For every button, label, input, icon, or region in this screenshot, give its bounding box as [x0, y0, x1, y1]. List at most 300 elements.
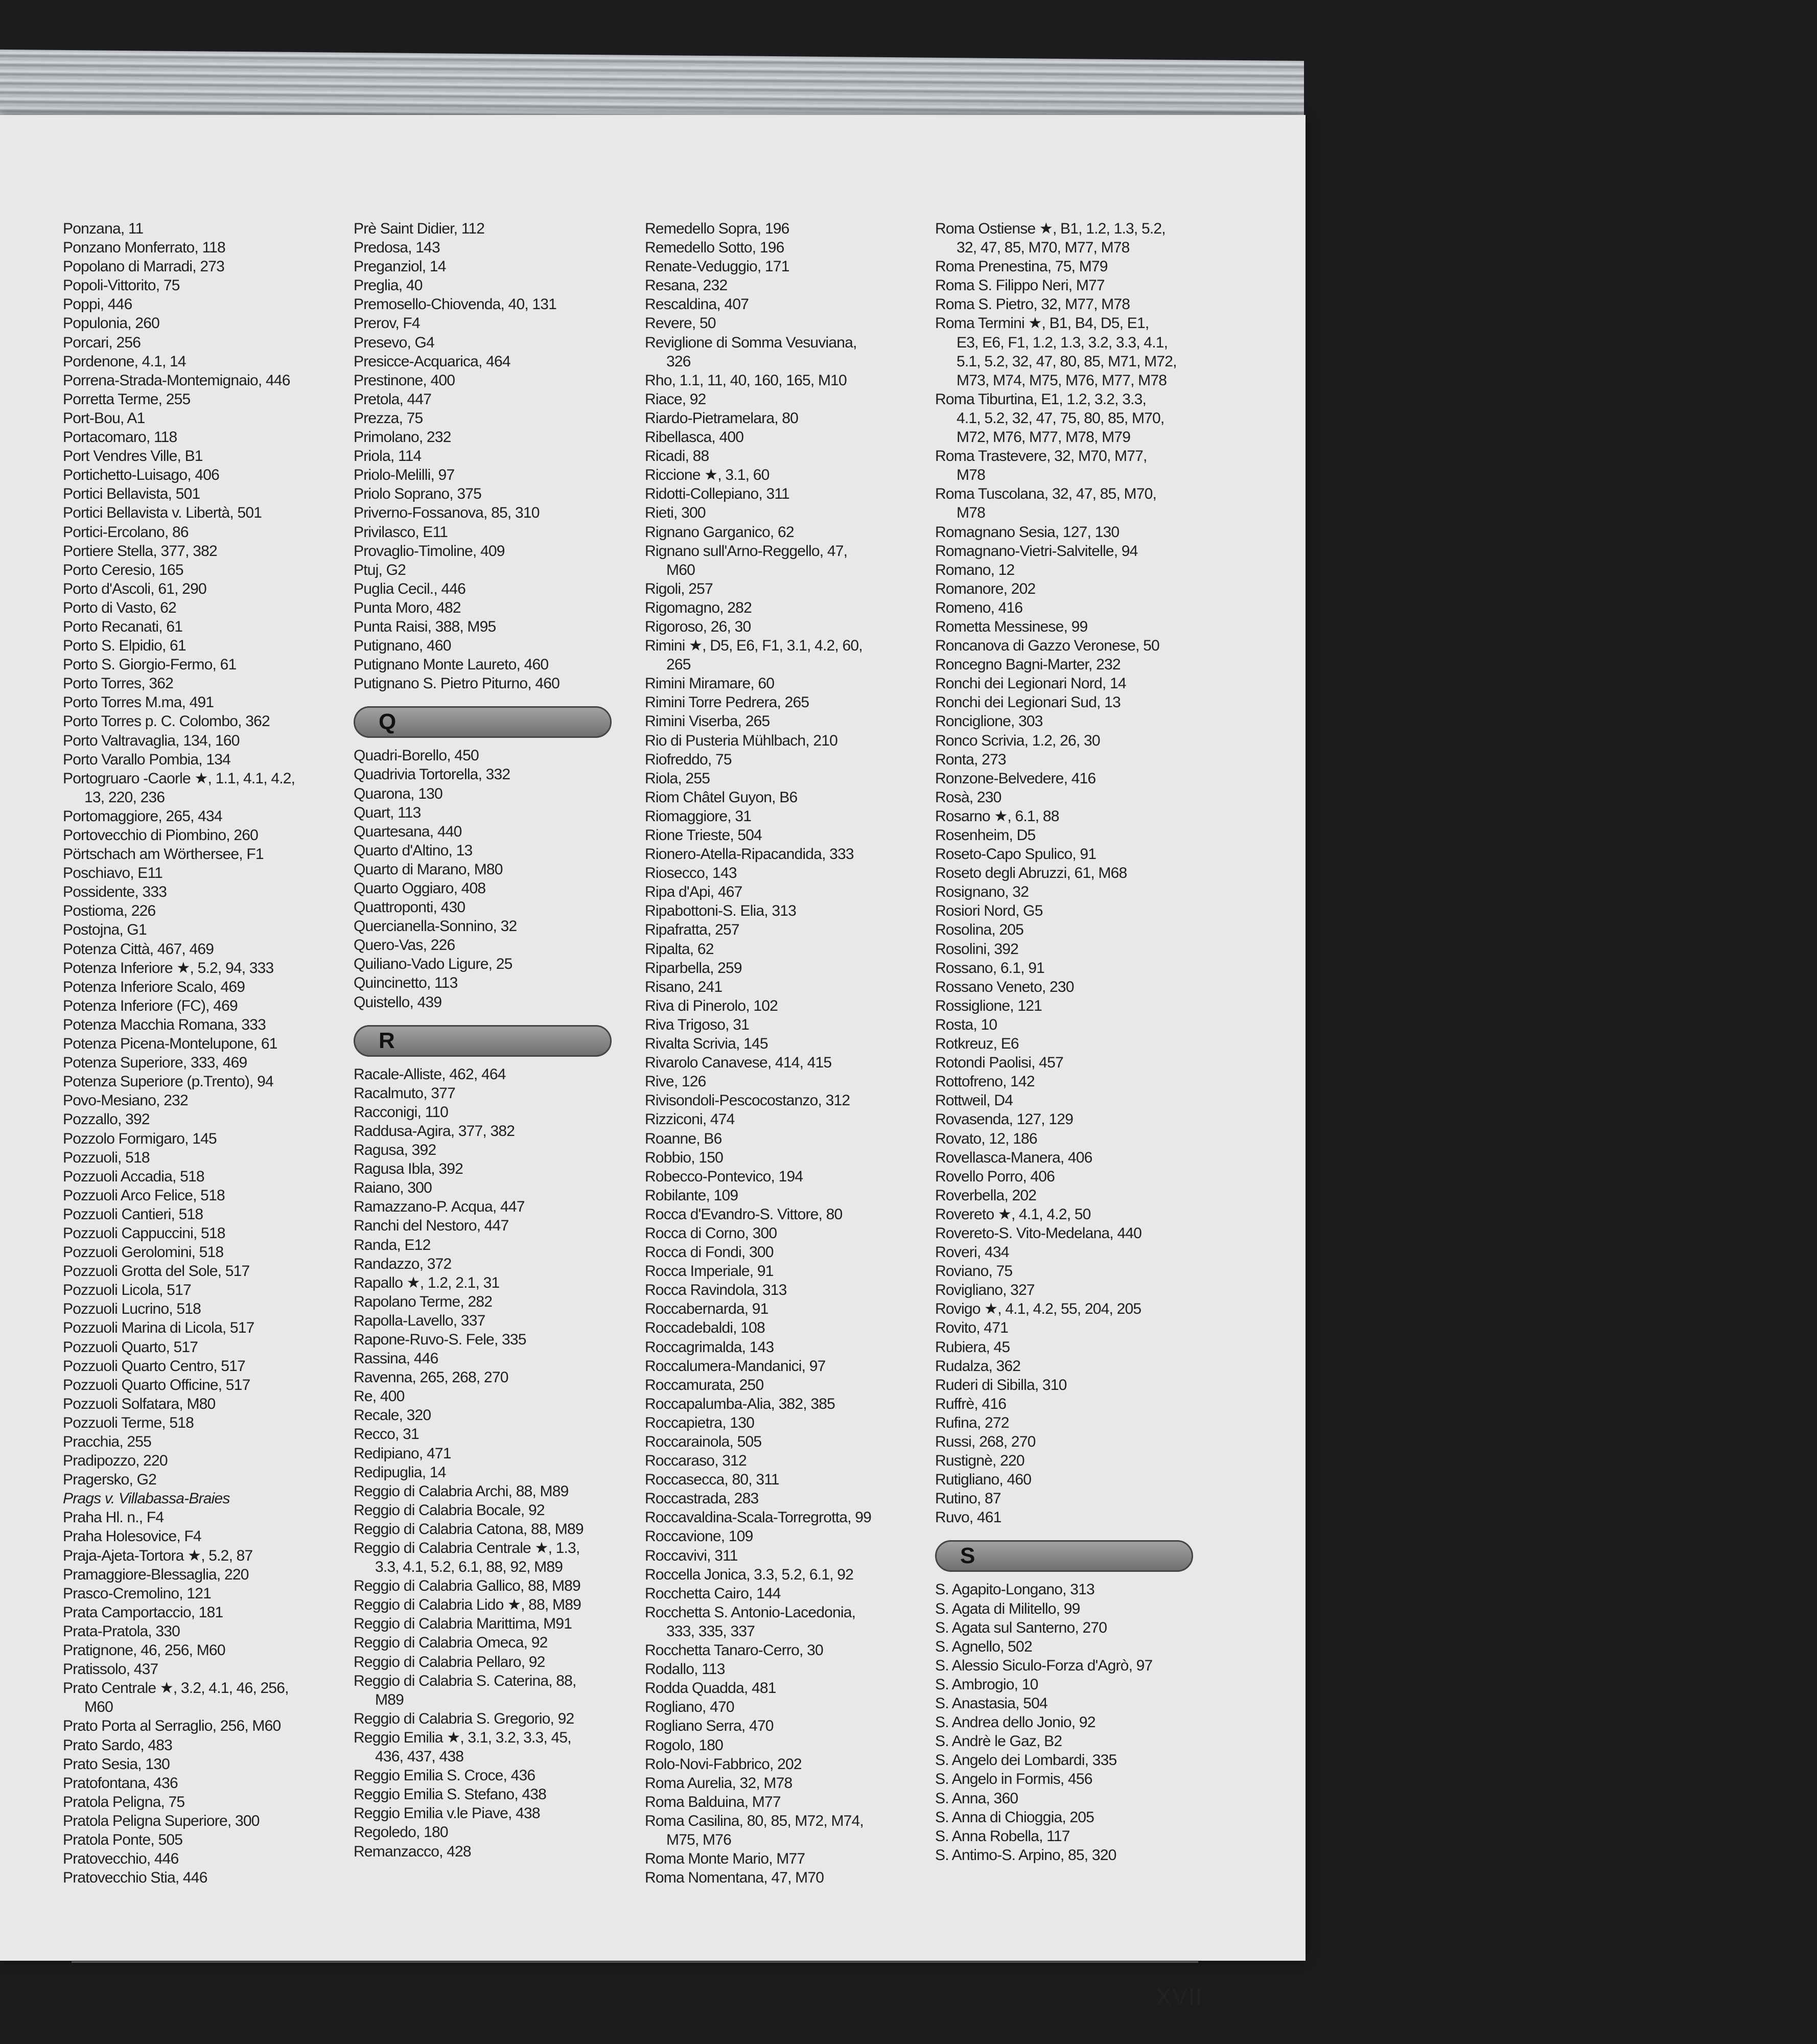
index-entry: Rio di Pusteria Mühlbach, 210 [645, 732, 838, 749]
index-entry: Portovecchio di Piombino, 260 [63, 827, 259, 844]
index-entry: Ponzano Monferrato, 118 [63, 239, 225, 257]
index-column-4 [935, 219, 1221, 1865]
index-entry-continuation: M78 [957, 504, 985, 522]
section-letter: S [960, 1543, 975, 1569]
index-entry: Porto di Vasto, 62 [63, 599, 176, 616]
index-entry: Rivisondoli-Pescocostanzo, 312 [645, 1092, 850, 1109]
index-entry: Porto S. Elpidio, 61 [63, 637, 186, 655]
index-entry: Reggio di Calabria Centrale ★, 1.3, [354, 1540, 580, 1557]
index-entry: Rottofreno, 142 [935, 1073, 1035, 1090]
index-page [0, 115, 1306, 2010]
index-entry: Port-Bou, A1 [63, 409, 145, 427]
index-entry: Rometta Messinese, 99 [935, 618, 1088, 635]
index-entry: Rive, 126 [645, 1073, 706, 1090]
index-entry: Prato Sesia, 130 [63, 1755, 170, 1773]
index-entry: Putignano, 460 [354, 637, 451, 655]
index-entry: Reggio di Calabria Lido ★, 88, M89 [354, 1596, 581, 1614]
index-entry: Risano, 241 [645, 978, 723, 995]
index-entry: Rocchetta S. Antonio-Lacedonia, [645, 1604, 856, 1621]
index-entry: Roncanova di Gazzo Veronese, 50 [935, 637, 1159, 655]
index-entry: Priolo-Melilli, 97 [354, 467, 455, 484]
index-entry: Robecco-Pontevico, 194 [645, 1168, 803, 1185]
index-entry-continuation: 265 [666, 656, 691, 673]
index-entry: Pratofontana, 436 [63, 1774, 178, 1792]
index-entry: Rescaldina, 407 [645, 296, 749, 313]
index-entry: Ruvo, 461 [935, 1509, 1001, 1526]
index-entry: Punta Raisi, 388, M95 [354, 618, 496, 635]
index-entry: Rocchetta Tanaro-Cerro, 30 [645, 1642, 823, 1659]
index-entry: Portomaggiore, 265, 434 [63, 807, 222, 825]
index-entry: Rovito, 471 [935, 1319, 1008, 1337]
index-entry: Putignano S. Pietro Piturno, 460 [354, 675, 560, 692]
index-entry: Pozzuoli Solfatara, M80 [63, 1395, 216, 1412]
index-entry: Rustignè, 220 [935, 1452, 1024, 1470]
index-entry: Remanzacco, 428 [354, 1843, 471, 1860]
index-entry: Rovasenda, 127, 129 [935, 1111, 1074, 1128]
index-entry: Roma Nomentana, 47, M70 [645, 1869, 824, 1887]
index-entry: Rignano sull'Arno-Reggello, 47, [645, 542, 848, 560]
index-entry: Roanne, B6 [645, 1130, 722, 1147]
index-entry: Quartesana, 440 [354, 823, 462, 840]
index-entry: Quadrivia Tortorella, 332 [354, 766, 510, 783]
index-entry: Porto Torres p. C. Colombo, 362 [63, 713, 270, 730]
index-entry: Rovato, 12, 186 [935, 1130, 1037, 1147]
index-entry: Populonia, 260 [63, 315, 159, 332]
index-entry: Popoli-Vittorito, 75 [63, 277, 180, 294]
index-entry: Portici Bellavista, 501 [63, 485, 200, 503]
index-entry: Roma S. Pietro, 32, M77, M78 [935, 296, 1130, 313]
index-entry: Romagnano Sesia, 127, 130 [935, 523, 1120, 541]
index-entry: S. Anna di Chioggia, 205 [935, 1808, 1094, 1826]
index-entry: Porrena-Strada-Montemignaio, 446 [63, 371, 290, 389]
index-entry: Rogliano, 470 [645, 1699, 734, 1716]
index-entry: Roccavione, 109 [645, 1528, 753, 1545]
index-entry: Porto Torres, 362 [63, 675, 173, 692]
index-entry: Roccavivi, 311 [645, 1547, 738, 1564]
index-entry: Pratissolo, 437 [63, 1661, 158, 1678]
index-entry: S. Anna, 360 [935, 1790, 1018, 1807]
index-entry: Porto d'Ascoli, 61, 290 [63, 580, 206, 597]
index-entry-continuation: 4.1, 5.2, 32, 47, 75, 80, 85, M70, [957, 409, 1164, 427]
index-entry: S. Agata sul Santerno, 270 [935, 1619, 1107, 1636]
index-entry: Pozzuoli Arco Felice, 518 [63, 1187, 225, 1204]
index-entry: Rosiori Nord, G5 [935, 902, 1043, 920]
index-cross-reference: Prags v. Villabassa-Braies [63, 1490, 230, 1507]
index-entry: Riparbella, 259 [645, 959, 742, 977]
section-letter: R [379, 1028, 394, 1053]
index-entry: Postioma, 226 [63, 902, 156, 920]
index-entry: Potenza Superiore, 333, 469 [63, 1054, 247, 1072]
index-entry: Reggio Emilia S. Croce, 436 [354, 1767, 535, 1784]
index-entry: Primolano, 232 [354, 429, 451, 446]
index-entry: Possidente, 333 [63, 884, 167, 901]
index-entry: Roccavaldina-Scala-Torregrotta, 99 [645, 1509, 872, 1526]
index-entry: Rapolano Terme, 282 [354, 1293, 493, 1310]
index-entry: Quarto d'Altino, 13 [354, 842, 473, 859]
index-entry: Rocca d'Evandro-S. Vittore, 80 [645, 1205, 843, 1223]
index-entry: Prata Camportaccio, 181 [63, 1604, 223, 1621]
index-entry: Riva Trigoso, 31 [645, 1016, 749, 1033]
index-entry: Ravenna, 265, 268, 270 [354, 1369, 508, 1386]
index-entry: Portacomaro, 118 [63, 429, 177, 446]
page-number: XVII [1156, 1983, 1202, 2010]
index-entry: Pozzuoli Quarto Officine, 517 [63, 1376, 250, 1393]
index-entry: Recale, 320 [354, 1407, 431, 1424]
index-entry: Rudalza, 362 [935, 1357, 1021, 1375]
index-entry-continuation: M89 [375, 1691, 404, 1708]
index-entry: Pozzuoli Gerolomini, 518 [63, 1244, 224, 1261]
index-column-3 [645, 219, 931, 1887]
index-entry: Rizziconi, 474 [645, 1111, 735, 1128]
index-entry: Pozzuoli, 518 [63, 1149, 150, 1166]
index-entry: Poschiavo, E11 [63, 865, 163, 882]
index-entry: Roccalumera-Mandanici, 97 [645, 1357, 826, 1375]
index-entry: S. Andrè le Gaz, B2 [935, 1733, 1062, 1750]
index-entry: Pozzuoli Quarto Centro, 517 [63, 1357, 245, 1375]
index-entry: Reggio di Calabria Marittima, M91 [354, 1615, 572, 1633]
index-entry: Roma Balduina, M77 [645, 1793, 781, 1810]
index-entry: Ricadi, 88 [645, 448, 709, 465]
index-entry: Pozzuoli Accadia, 518 [63, 1168, 204, 1185]
index-entry-continuation: E3, E6, F1, 1.2, 1.3, 3.2, 3.3, 4.1, [957, 334, 1168, 351]
bottom-rule [72, 1961, 1198, 1963]
index-entry: Prato Sardo, 483 [63, 1736, 173, 1754]
index-entry: S. Anna Robella, 117 [935, 1827, 1070, 1845]
index-entry: S. Antimo-S. Arpino, 85, 320 [935, 1846, 1116, 1864]
index-entry: Rovigliano, 327 [935, 1282, 1035, 1299]
index-entry: Prestinone, 400 [354, 371, 455, 389]
index-entry: Pratovecchio, 446 [63, 1850, 179, 1868]
index-entry: Rosignano, 32 [935, 884, 1029, 901]
index-entry: Portogruaro -Caorle ★, 1.1, 4.1, 4.2, [63, 770, 295, 787]
index-entry: Ramazzano-P. Acqua, 447 [354, 1198, 525, 1216]
index-entry: Ruderi di Sibilla, 310 [935, 1376, 1067, 1393]
index-entry: Ponzana, 11 [63, 220, 144, 237]
index-entry: Redipuglia, 14 [354, 1464, 446, 1481]
index-entry: Reggio di Calabria S. Gregorio, 92 [354, 1710, 574, 1727]
index-entry: Ronchi dei Legionari Sud, 13 [935, 694, 1121, 711]
index-entry-continuation: M73, M74, M75, M76, M77, M78 [957, 371, 1167, 389]
section-letter: Q [379, 709, 396, 735]
index-entry-continuation: 5.1, 5.2, 32, 47, 80, 85, M71, M72, [957, 353, 1177, 370]
index-entry: S. Agnello, 502 [935, 1638, 1032, 1655]
index-entry: Roccastrada, 283 [645, 1490, 759, 1507]
index-entry: Ripa d'Api, 467 [645, 884, 742, 901]
index-entry: Reggio Emilia S. Stefano, 438 [354, 1786, 547, 1803]
index-entry: Punta Moro, 482 [354, 599, 461, 616]
index-entry: Quadri-Borello, 450 [354, 747, 479, 764]
index-entry-continuation: M78 [957, 467, 985, 484]
index-entry: Pratignone, 46, 256, M60 [63, 1642, 225, 1659]
index-entry: Reggio Emilia v.le Piave, 438 [354, 1805, 540, 1822]
index-entry: Robilante, 109 [645, 1187, 738, 1204]
index-entry: Rotkreuz, E6 [935, 1035, 1019, 1053]
index-entry: Ronzone-Belvedere, 416 [935, 770, 1096, 787]
index-entry: Romano, 12 [935, 561, 1015, 578]
index-entry: Riosecco, 143 [645, 865, 737, 882]
index-entry: Pozzuoli Marina di Licola, 517 [63, 1319, 254, 1337]
index-entry: Rocca di Corno, 300 [645, 1224, 777, 1242]
index-entry: Prezza, 75 [354, 409, 423, 427]
index-entry: Predosa, 143 [354, 239, 440, 257]
index-entry: Puglia Cecil., 446 [354, 580, 466, 597]
index-entry: Roma Monte Mario, M77 [645, 1850, 805, 1868]
index-entry: Reggio di Calabria Omeca, 92 [354, 1634, 548, 1652]
index-entry: Riom Châtel Guyon, B6 [645, 788, 798, 806]
index-entry: Roma Ostiense ★, B1, 1.2, 1.3, 5.2, [935, 220, 1166, 237]
index-entry: Roseto degli Abruzzi, 61, M68 [935, 865, 1127, 882]
index-entry-continuation: 333, 335, 337 [666, 1622, 755, 1640]
index-entry: Quarto di Marano, M80 [354, 861, 503, 878]
index-entry: Pragersko, G2 [63, 1471, 157, 1489]
index-entry: Quercianella-Sonnino, 32 [354, 918, 517, 935]
index-entry-continuation: M72, M76, M77, M78, M79 [957, 429, 1131, 446]
index-entry: Poppi, 446 [63, 296, 132, 313]
index-entry: Rogolo, 180 [645, 1736, 723, 1754]
index-entry: Rosarno ★, 6.1, 88 [935, 807, 1059, 825]
index-entry: Racconigi, 110 [354, 1103, 449, 1121]
index-entry: Prerov, F4 [354, 315, 420, 332]
index-entry: Pretola, 447 [354, 390, 432, 408]
index-entry: Rogliano Serra, 470 [645, 1717, 774, 1735]
index-entry: Roccadebaldi, 108 [645, 1319, 765, 1337]
index-entry: Ripafratta, 257 [645, 921, 739, 939]
index-entry: Rigoli, 257 [645, 580, 713, 597]
index-entry: Redipiano, 471 [354, 1445, 451, 1462]
index-entry: Roma Trastevere, 32, M70, M77, [935, 448, 1147, 465]
index-entry: Quarto Oggiaro, 408 [354, 880, 486, 897]
index-entry: Remedello Sotto, 196 [645, 239, 784, 257]
index-entry: Rosta, 10 [935, 1016, 997, 1033]
index-entry: Potenza Picena-Montelupone, 61 [63, 1035, 277, 1053]
index-entry: Rimini Torre Pedrera, 265 [645, 694, 809, 711]
index-entry: Potenza Superiore (p.Trento), 94 [63, 1073, 273, 1090]
index-entry: Ranchi del Nestoro, 447 [354, 1217, 509, 1235]
index-entry: Roccapalumba-Alia, 382, 385 [645, 1395, 835, 1412]
index-entry-continuation: M60 [666, 561, 695, 578]
index-entry: Quattroponti, 430 [354, 899, 465, 916]
index-entry: Presicce-Acquarica, 464 [354, 353, 510, 370]
index-entry: Potenza Inferiore (FC), 469 [63, 997, 238, 1014]
index-entry: Priola, 114 [354, 448, 422, 465]
index-entry: Rolo-Novi-Fabbrico, 202 [645, 1755, 802, 1773]
index-entry: Roccabernarda, 91 [645, 1300, 768, 1318]
index-column-1 [63, 219, 349, 1887]
index-entry: Pradipozzo, 220 [63, 1452, 168, 1470]
index-entry: Porcari, 256 [63, 334, 141, 351]
index-entry: Presevo, G4 [354, 334, 434, 351]
index-entry: Randazzo, 372 [354, 1255, 452, 1272]
index-entry: Portici-Ercolano, 86 [63, 523, 189, 541]
index-entry: Pozzuoli Quarto, 517 [63, 1338, 198, 1356]
index-entry-continuation: 326 [666, 353, 691, 370]
index-entry: Porto S. Giorgio-Fermo, 61 [63, 656, 237, 673]
index-entry: Pratola Peligna Superiore, 300 [63, 1812, 260, 1829]
index-entry: Quincinetto, 113 [354, 974, 458, 992]
index-entry: Quart, 113 [354, 804, 421, 821]
index-entry: Pratovecchio Stia, 446 [63, 1869, 207, 1887]
index-entry: Roccasecca, 80, 311 [645, 1471, 779, 1489]
index-entry: Rimini Viserba, 265 [645, 713, 770, 730]
index-entry: Riva di Pinerolo, 102 [645, 997, 778, 1014]
index-entry: Port Vendres Ville, B1 [63, 448, 203, 465]
index-entry: Reggio di Calabria Pellaro, 92 [354, 1653, 545, 1670]
index-entry-continuation: 32, 47, 85, M70, M77, M78 [957, 239, 1130, 257]
index-entry: Ripabottoni-S. Elia, 313 [645, 902, 796, 920]
index-entry: S. Agapito-Longano, 313 [935, 1581, 1094, 1598]
index-entry: Rigomagno, 282 [645, 599, 752, 616]
index-entry: Rapallo ★, 1.2, 2.1, 31 [354, 1274, 500, 1291]
section-header-q [354, 706, 612, 738]
index-entry: Reggio di Calabria Bocale, 92 [354, 1501, 545, 1519]
index-entry: Roma Casilina, 80, 85, M72, M74, [645, 1812, 864, 1829]
index-entry: Riomaggiore, 31 [645, 807, 752, 825]
index-entry: S. Alessio Siculo-Forza d'Agrò, 97 [935, 1657, 1153, 1674]
index-entry: Roccaraso, 312 [645, 1452, 747, 1470]
index-entry: Rosenheim, D5 [935, 827, 1036, 844]
index-entry: Rovereto-S. Vito-Medelana, 440 [935, 1224, 1142, 1242]
index-entry: Quarona, 130 [354, 785, 442, 802]
index-entry: Roccarainola, 505 [645, 1433, 762, 1450]
index-entry: Roviano, 75 [935, 1263, 1013, 1280]
index-entry: Portici Bellavista v. Libertà, 501 [63, 504, 262, 522]
index-entry: Rovigo ★, 4.1, 4.2, 55, 204, 205 [935, 1300, 1142, 1318]
index-entry: Pozzuoli Licola, 517 [63, 1282, 191, 1299]
index-entry: Riofreddo, 75 [645, 751, 732, 768]
index-entry: Riardo-Pietramelara, 80 [645, 409, 799, 427]
index-entry: Roma S. Filippo Neri, M77 [935, 277, 1105, 294]
index-entry: Racalmuto, 377 [354, 1084, 455, 1102]
index-entry: S. Anastasia, 504 [935, 1695, 1047, 1712]
index-entry: Riace, 92 [645, 390, 706, 408]
index-entry: Priverno-Fossanova, 85, 310 [354, 504, 540, 522]
index-entry: Portichetto-Luisago, 406 [63, 467, 220, 484]
index-entry: Rossano Veneto, 230 [935, 978, 1074, 995]
index-entry: Rignano Garganico, 62 [645, 523, 794, 541]
index-entry: Reggio di Calabria Gallico, 88, M89 [354, 1577, 580, 1595]
index-entry: Pordenone, 4.1, 14 [63, 353, 186, 370]
index-entry: Recco, 31 [354, 1426, 419, 1443]
index-entry: Reggio di Calabria Archi, 88, M89 [354, 1482, 569, 1500]
index-entry: Rubiera, 45 [935, 1338, 1010, 1356]
index-entry: Reggio di Calabria Catona, 88, M89 [354, 1520, 584, 1538]
index-entry: Pozzuoli Terme, 518 [63, 1414, 194, 1431]
index-entry: Popolano di Marradi, 273 [63, 258, 225, 275]
section-header-r [354, 1025, 612, 1057]
index-entry: Rivalta Scrivia, 145 [645, 1035, 768, 1053]
index-entry: Roccella Jonica, 3.3, 5.2, 6.1, 92 [645, 1566, 854, 1583]
index-entry: Rione Trieste, 504 [645, 827, 762, 844]
index-entry: Priolo Soprano, 375 [354, 485, 481, 503]
index-entry: Pramaggiore-Blessaglia, 220 [63, 1566, 249, 1583]
index-entry: Roncegno Bagni-Marter, 232 [935, 656, 1121, 673]
index-entry: Rimini Miramare, 60 [645, 675, 775, 692]
index-entry: S. Ambrogio, 10 [935, 1676, 1038, 1693]
index-entry: Renate-Veduggio, 171 [645, 258, 789, 275]
index-entry: Rossiglione, 121 [935, 997, 1042, 1014]
index-entry: Rotondi Paolisi, 457 [935, 1054, 1063, 1072]
index-entry: Provaglio-Timoline, 409 [354, 542, 505, 560]
index-entry: Re, 400 [354, 1388, 405, 1405]
index-entry: Porretta Terme, 255 [63, 390, 191, 408]
index-entry: Rassina, 446 [354, 1350, 438, 1367]
index-entry: Potenza Inferiore ★, 5.2, 94, 333 [63, 959, 274, 977]
index-entry: Russi, 268, 270 [935, 1433, 1036, 1450]
index-entry: Riola, 255 [645, 770, 710, 787]
index-entry: Pratola Peligna, 75 [63, 1793, 185, 1810]
index-entry: Romeno, 416 [935, 599, 1023, 616]
index-entry: Pozzuoli Cappuccini, 518 [63, 1224, 225, 1242]
index-entry: Ribellasca, 400 [645, 429, 744, 446]
index-entry: Rodda Quadda, 481 [645, 1680, 776, 1697]
index-entry: Pörtschach am Wörthersee, F1 [63, 846, 264, 863]
index-entry: Reviglione di Somma Vesuviana, [645, 334, 857, 351]
index-entry: Pozzolo Formigaro, 145 [63, 1130, 217, 1147]
index-entry: Portiere Stella, 377, 382 [63, 542, 217, 560]
index-entry: Roveri, 434 [935, 1244, 1009, 1261]
index-entry: Praha Hl. n., F4 [63, 1509, 164, 1526]
index-entry: Praha Holesovice, F4 [63, 1528, 201, 1545]
index-entry: Potenza Città, 467, 469 [63, 940, 214, 958]
index-entry: Quero-Vas, 226 [354, 937, 455, 954]
index-entry: Povo-Mesiano, 232 [63, 1092, 188, 1109]
index-entry: Ruffrè, 416 [935, 1395, 1007, 1412]
index-entry: Roma Termini ★, B1, B4, D5, E1, [935, 315, 1149, 332]
index-entry: Romagnano-Vietri-Salvitelle, 94 [935, 542, 1138, 560]
index-entry: Quistello, 439 [354, 993, 442, 1011]
index-entry: Romanore, 202 [935, 580, 1036, 597]
index-entry: Pozzuoli Grotta del Sole, 517 [63, 1263, 250, 1280]
index-entry: Putignano Monte Laureto, 460 [354, 656, 549, 673]
index-entry: Roma Tiburtina, E1, 1.2, 3.2, 3.3, [935, 390, 1147, 408]
index-entry: Roccagrimalda, 143 [645, 1338, 774, 1356]
index-entry: Pozzuoli Cantieri, 518 [63, 1205, 203, 1223]
index-entry: Porto Varallo Pombia, 134 [63, 751, 230, 768]
index-entry: Pozzuoli Lucrino, 518 [63, 1300, 201, 1318]
index-entry: Rosolini, 392 [935, 940, 1019, 958]
index-entry: Roccamurata, 250 [645, 1376, 764, 1393]
index-entry: Revere, 50 [645, 315, 716, 332]
index-entry: S. Agata di Militello, 99 [935, 1600, 1080, 1617]
index-entry: Rottweil, D4 [935, 1092, 1013, 1109]
index-entry: Rossano, 6.1, 91 [935, 959, 1045, 977]
index-entry: Roma Prenestina, 75, M79 [935, 258, 1108, 275]
index-entry: Roma Tuscolana, 32, 47, 85, M70, [935, 485, 1156, 503]
index-entry: Raddusa-Agira, 377, 382 [354, 1122, 515, 1140]
index-entry: Rigoroso, 26, 30 [645, 618, 751, 635]
index-entry: Robbio, 150 [645, 1149, 723, 1166]
index-entry: Rieti, 300 [645, 504, 706, 522]
index-entry: Rocca Ravindola, 313 [645, 1282, 787, 1299]
index-entry: Reggio di Calabria S. Caterina, 88, [354, 1672, 576, 1689]
index-entry: Rocca di Fondi, 300 [645, 1244, 774, 1261]
index-entry: Rocchetta Cairo, 144 [645, 1585, 781, 1602]
index-entry: Praja-Ajeta-Tortora ★, 5.2, 87 [63, 1547, 253, 1564]
index-entry: Porto Recanati, 61 [63, 618, 183, 635]
index-entry: Rodallo, 113 [645, 1661, 725, 1678]
index-entry: Rivarolo Canavese, 414, 415 [645, 1054, 832, 1072]
index-entry: Reggio Emilia ★, 3.1, 3.2, 3.3, 45, [354, 1729, 571, 1746]
index-entry: Prato Centrale ★, 3.2, 4.1, 46, 256, [63, 1680, 289, 1697]
index-entry: S. Andrea dello Jonio, 92 [935, 1714, 1096, 1731]
index-entry: Preganziol, 14 [354, 258, 446, 275]
index-entry: Postojna, G1 [63, 921, 147, 939]
index-entry-continuation: 436, 437, 438 [375, 1748, 464, 1766]
index-entry: Pratola Ponte, 505 [63, 1831, 183, 1848]
index-entry: Rionero-Atella-Ripacandida, 333 [645, 846, 854, 863]
index-entry: Rutigliano, 460 [935, 1471, 1032, 1489]
index-entry: Porto Valtravaglia, 134, 160 [63, 732, 240, 749]
